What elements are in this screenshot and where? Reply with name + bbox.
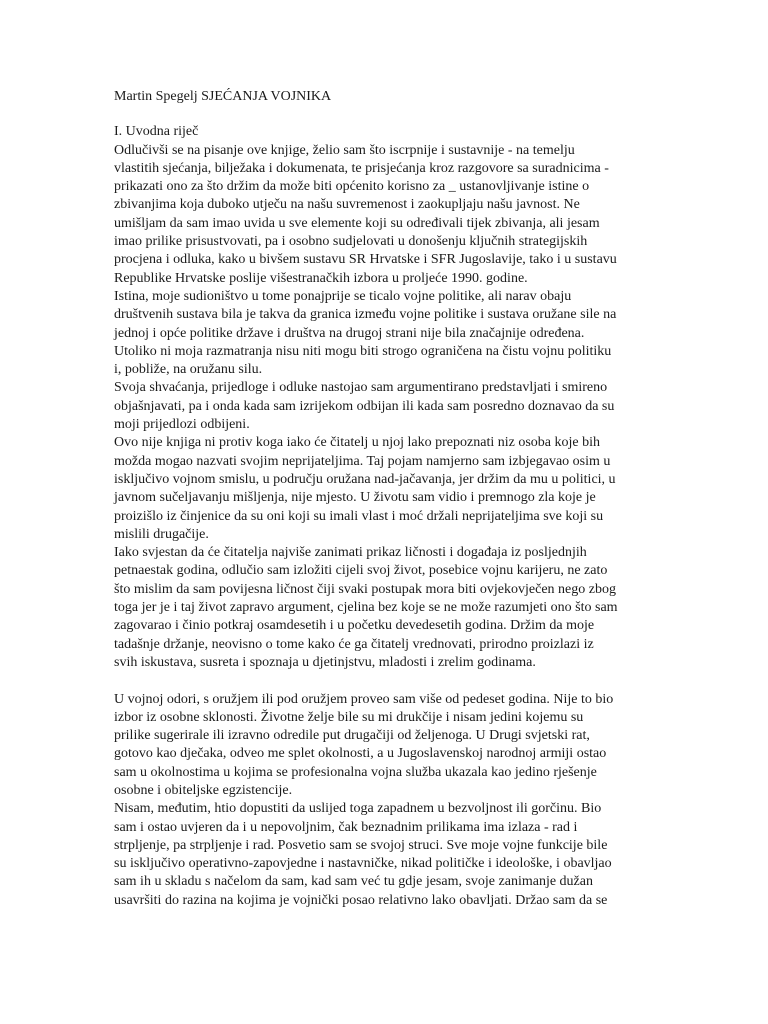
text-line: gotovo kao dječaka, odveo me splet okolnosti, a u Jugoslavenskoj narodnoj armiji ostao (114, 746, 607, 762)
text-line: tadašnje držanje, neovisno o tome kako će ga čitatelj vrednovati, prirodno proizlazi iz (114, 636, 594, 652)
text-line: vlastitih sjećanja, bilježaka i dokumenata, te prisjećanja kroz razgovore sa suradnicima - (114, 160, 609, 176)
paragraph (114, 142, 659, 288)
text-line: zagovarao i činio potkraj osamdesetih i u početku devedesetih godina. Držim da moje (114, 618, 595, 634)
paragraph (114, 379, 659, 434)
text-line: Svoja shvaćanja, prijedloge i odluke nastojao sam argumentirano predstavljati i smireno (114, 380, 608, 396)
text-line: Republike Hrvatske poslije višestranačkih izbora u proljeće 1990. godine. (114, 270, 528, 286)
paragraph (114, 544, 659, 672)
paragraph-spacer (114, 672, 659, 690)
text-line: što mislim da sam povijesna ličnost čiji svaki postupak mora biti ovjekovječen nego zbog (114, 581, 616, 597)
text-line: sam u okolnostima u kojima se profesionalna vojna služba ukazala kao jedino rješenje (114, 764, 597, 780)
text-line: mislili drugačije. (114, 526, 209, 542)
text-line: moji prijedlozi odbijeni. (114, 417, 250, 433)
text-line: i, pobliže, na oružanu silu. (114, 362, 263, 378)
text-line: usavršiti do razina na kojima je vojnički posao relativno lako obavljati. Držao sam da se (114, 892, 608, 908)
paragraph (114, 800, 659, 910)
paragraph (114, 691, 659, 801)
text-line: Odlučivši se na pisanje ove knjige, želio sam što iscrpnije i sustavnije - na temelju (114, 142, 575, 158)
text-line: izbor iz osobne sklonosti. Životne želje bile su mi drukčije i nisam jedini kojemu su (114, 709, 584, 725)
document-body (114, 142, 659, 910)
paragraph (114, 434, 659, 544)
section-heading: I. Uvodna riječ (114, 124, 199, 140)
paragraph (114, 343, 659, 380)
text-line: prikazati ono za što držim da može biti općenito korisno za _ ustanovljivanje istine o (114, 179, 590, 195)
text-line: strpljenje, pa strpljenje i rad. Posvetio sam se svojoj struci. Sve moje vojne funkcije bile (114, 837, 608, 853)
document-page (114, 88, 659, 910)
text-line: petnaestak godina, odlučio sam izložiti cijeli svoj život, posebice vojnu karijeru, ne zato (114, 563, 608, 579)
text-line: javnom sučeljavanju mišljenja, nije mjesto. U životu sam vidio i premnogo zla koje je (114, 490, 596, 506)
text-line: Nisam, međutim, htio dopustiti da uslijed toga zapadnem u bezvoljnost ili gorčinu. Bio (114, 801, 602, 817)
text-line: proizišlo iz činjenice da su oni koji su imali vlast i moć držali neprijateljima sve koji su (114, 508, 604, 524)
text-line: procjena i odluka, kako u bivšem sustavu SR Hrvatske i SFR Jugoslavije, tako i u sustavu (114, 252, 617, 268)
text-line: možda mogao nazvati svojim neprijateljima. Taj pojam namjerno sam izbjegavao osim u (114, 453, 611, 469)
text-line: toga jer je i taj život zapravo argument, cjelina bez koje se ne može razumjeti ono što sam (114, 600, 618, 616)
text-line: svih iskustava, susreta i spoznaja u djetinjstvu, mladosti i zrelim godinama. (114, 654, 536, 670)
text-line: umišljam da sam imao uvida u sve elemente koji su određivali tijek zbivanja, ali jesam (114, 215, 600, 231)
text-line: sam i ostao uvjeren da i u nepovoljnim, čak beznadnim prilikama ima izlaza - rad i (114, 819, 578, 835)
text-line: prilike sugerirale ili izravno odredile put drugačiji od željenoga. U Drugi svjetski rat, (114, 728, 590, 744)
text-line: jednoj i opće politike države i društva na drugoj strani nije bila značajnije određena. (114, 325, 585, 341)
text-line: društvenih sustava bila je takva da granica između vojne politike i sustava oružane sile na (114, 307, 617, 323)
text-line: su isključivo operativno-zapovjedne i nastavničke, nikad političke i ideološke, i obavljao (114, 856, 612, 872)
text-line: zbivanjima koja duboko utječu na našu suvremenost i zaokupljaju našu javnost. Ne (114, 197, 580, 213)
text-line: isključivo vojnom smislu, u području oružana nad-jačavanja, jer držim da mu u politici, u (114, 471, 616, 487)
text-line: imao prilike prisustvovati, pa i osobno sudjelovati u donošenju ključnih strategijskih (114, 234, 588, 250)
text-line: Ovo nije knjiga ni protiv koga iako će čitatelj u njoj lako prepoznati niz osoba koje bih (114, 435, 600, 451)
text-line: objašnjavati, pa i onda kada sam izrijekom odbijan ili kada sam posredno doznavao da su (114, 398, 615, 414)
text-line: Utoliko ni moja razmatranja nisu niti mogu biti strogo ograničena na čistu vojnu politiku (114, 343, 612, 359)
text-line: sam ih u skladu s načelom da sam, kad sam već tu gdje jesam, svoje zanimanje dužan (114, 874, 593, 890)
paragraph (114, 288, 659, 343)
text-line: Istina, moje sudioništvo u tome ponajprije se ticalo vojne politike, ali narav obaju (114, 288, 572, 304)
text-line: U vojnoj odori, s oružjem ili pod oružjem proveo sam više od pedeset godina. Nije to bio (114, 691, 614, 707)
text-line: Iako svjestan da će čitatelja najviše zanimati prikaz ličnosti i događaja iz posljednjih (114, 545, 587, 561)
document-title: Martin Spegelj SJEĆANJA VOJNIKA (114, 89, 332, 104)
text-line: osobne i obiteljske egzistencije. (114, 782, 293, 798)
